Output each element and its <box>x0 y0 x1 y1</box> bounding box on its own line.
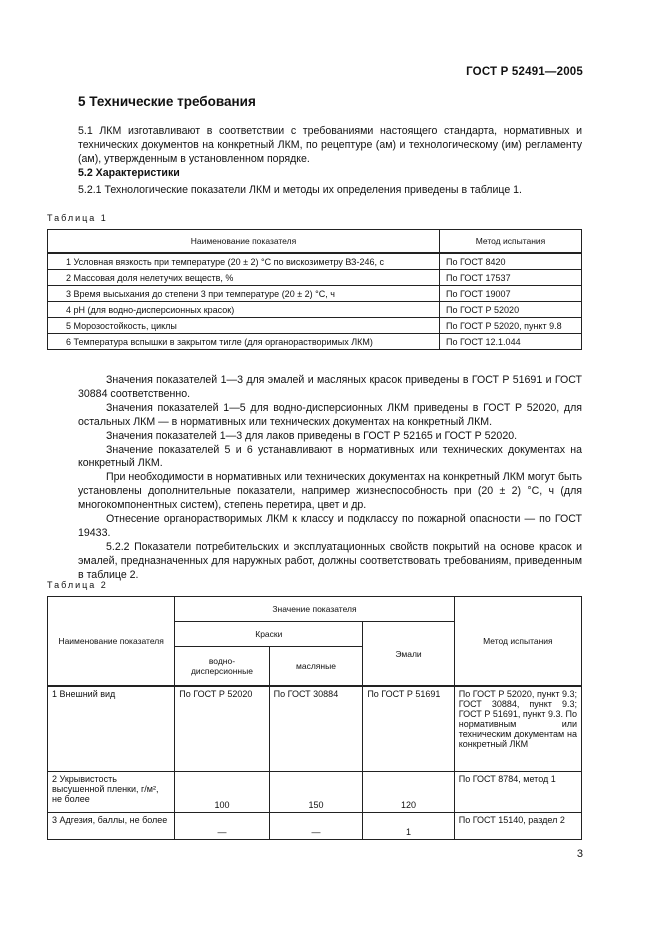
table-row <box>48 286 582 302</box>
paragraph-5-2-2: 5.2.2 Показатели потребительских и эксплуатационных свойств покрытий на основе красок и эмалей, предназначенных для наружных работ, должны соответствовать требованиям, приведенным в таблице 2. <box>78 540 582 581</box>
table2-cell: По ГОСТ 8784, метод 1 <box>454 772 581 813</box>
table-row <box>48 230 582 254</box>
table2-header-water: водно-дисперсионные <box>175 647 269 687</box>
table-row <box>48 318 582 334</box>
table2-cell: — <box>269 813 363 840</box>
table2-cell: 100 <box>175 772 269 813</box>
table1-cell: По ГОСТ 19007 <box>440 286 582 302</box>
table1-cell: По ГОСТ Р 52020 <box>440 302 582 318</box>
text-5-1: 5.1 ЛКМ изготавливают в соответствии с требованиями настоящего стандарта, нормативных и технических документов на конкретный ЛКМ, по рецептуре (ам) и технологическому (им) регламенту (ам), утвержденным в установленном порядке. <box>78 125 582 165</box>
table-row <box>48 597 582 622</box>
heading-5-2: 5.2 Характеристики <box>78 167 180 179</box>
table-row <box>48 253 582 270</box>
table2-cell: 1 <box>363 813 454 840</box>
table2-header-paints: Краски <box>175 622 363 647</box>
table2-cell: 120 <box>363 772 454 813</box>
table2-cell: 1 Внешний вид <box>48 686 175 772</box>
table1-caption: Таблица 1 <box>47 213 108 223</box>
table2-cell: По ГОСТ Р 52020 <box>175 686 269 772</box>
table2-header-oil: масляные <box>269 647 363 687</box>
note-paragraph: Значения показателей 1—3 для лаков приведены в ГОСТ Р 52165 и ГОСТ Р 52020. <box>106 429 518 442</box>
table2-cell: По ГОСТ 30884 <box>269 686 363 772</box>
table1-cell: 6 Температура вспышки в закрытом тигле (для органорастворимых ЛКМ) <box>48 334 440 350</box>
paragraph-5-2-1: 5.2.1 Технологические показатели ЛКМ и методы их определения приведены в таблице 1. <box>78 184 522 196</box>
table2-cell: 3 Адгезия, баллы, не более <box>48 813 175 840</box>
table-2 <box>47 596 582 840</box>
table1-cell: 4 pH (для водно-дисперсионных красок) <box>48 302 440 318</box>
table1-cell: 3 Время высыхания до степени 3 при температуре (20 ± 2) °С, ч <box>48 286 440 302</box>
table-row <box>48 813 582 840</box>
table1-cell: 1 Условная вязкость при температуре (20 ± 2) °С по вискозиметру ВЗ-246, с <box>48 253 440 270</box>
page-number: 3 <box>576 848 583 860</box>
paragraph-5-1 <box>78 125 582 167</box>
table1-cell: 2 Массовая доля нелетучих веществ, % <box>48 270 440 286</box>
note-paragraph: Значения показателей 1—3 для эмалей и масляных красок приведены в ГОСТ Р 51691 и ГОСТ 30884 соответственно. <box>78 374 582 400</box>
table-1 <box>47 229 582 350</box>
table-row <box>48 686 582 772</box>
section-title: 5 Технические требования <box>78 94 256 109</box>
table2-header-method: Метод испытания <box>454 597 581 687</box>
table1-cell: По ГОСТ Р 52020, пункт 9.8 <box>440 318 582 334</box>
table-row <box>48 772 582 813</box>
table2-header-name: Наименование показателя <box>48 597 175 687</box>
table-row <box>48 334 582 350</box>
table2-cell: По ГОСТ Р 52020, пункт 9.3; ГОСТ 30884, пункт 9.3; ГОСТ Р 51691, пункт 9.3. По нормативным или техническим документам на конкретный ЛКМ <box>454 686 581 772</box>
table1-cell: 5 Морозостойкость, циклы <box>48 318 440 334</box>
note-paragraph: Отнесение органорастворимых ЛКМ к классу и подклассу по пожарной опасности — по ГОСТ 19433. <box>78 513 582 539</box>
table2-cell: 2 Укрывистость высушенной пленки, г/м², не более <box>48 772 175 813</box>
notes-block <box>78 374 582 583</box>
table1-cell: По ГОСТ 12.1.044 <box>440 334 582 350</box>
table2-cell: — <box>175 813 269 840</box>
table-row <box>48 302 582 318</box>
table2-header-value: Значение показателя <box>175 597 454 622</box>
note-paragraph: Значение показателей 5 и 6 устанавливают в нормативных или технических документах на конкретный ЛКМ. <box>78 443 582 470</box>
document-id: ГОСТ Р 52491—2005 <box>466 66 583 78</box>
table2-caption: Таблица 2 <box>47 580 108 590</box>
table1-cell: По ГОСТ 8420 <box>440 253 582 270</box>
table-row <box>48 270 582 286</box>
table2-cell: По ГОСТ Р 51691 <box>363 686 454 772</box>
table1-header-method: Метод испытания <box>440 230 582 254</box>
table2-cell: 150 <box>269 772 363 813</box>
table1-header-name: Наименование показателя <box>48 230 440 254</box>
note-paragraph: При необходимости в нормативных или технических документах на конкретный ЛКМ могут быть установлены дополнительные показатели, например жизнеспособность при (20 ± 2) °С, ч (для многокомпонентных систем), степень перетира, цвет и др. <box>78 471 582 512</box>
table2-header-enamel: Эмали <box>363 622 454 687</box>
note-paragraph: Значения показателей 1—5 для водно-дисперсионных ЛКМ приведены в ГОСТ Р 52020, для остальных ЛКМ — в нормативных или технических документах на конкретный ЛКМ. <box>78 401 582 428</box>
table1-cell: По ГОСТ 17537 <box>440 270 582 286</box>
table2-cell: По ГОСТ 15140, раздел 2 <box>454 813 581 840</box>
